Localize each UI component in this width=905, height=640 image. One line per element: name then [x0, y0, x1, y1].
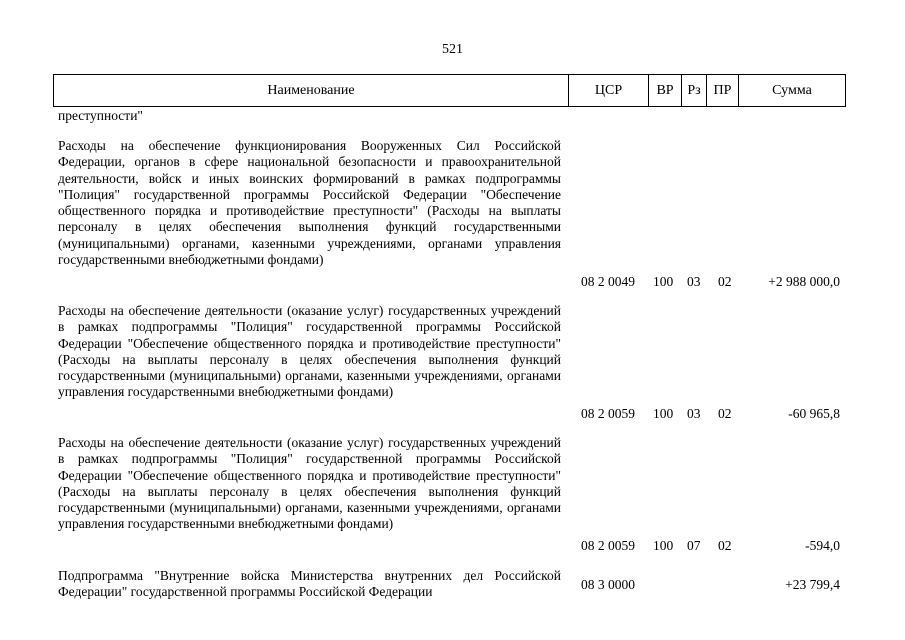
row-csr: 08 2 0059: [581, 538, 635, 553]
header-csr: ЦСР: [569, 75, 649, 106]
continuation-text: преступности": [58, 108, 143, 123]
row-rz: 03: [687, 406, 701, 421]
header-vr: ВР: [649, 75, 682, 106]
row-vr: 100: [653, 274, 674, 289]
row-rz: 07: [687, 538, 701, 553]
header-rz: Рз: [682, 75, 707, 106]
header-sum: Сумма: [772, 82, 812, 98]
row-csr: 08 2 0059: [581, 406, 635, 421]
page-number: 521: [442, 42, 463, 57]
row-rz: 03: [687, 274, 701, 289]
row-description: Подпрограмма "Внутренние войска Министерства внутренних дел Российской Федерации" государственной программы Российской Федерации: [58, 568, 561, 600]
row-description: Расходы на обеспечение функционирования Вооруженных Сил Российской Федерации, органов в сфере национальной безопасности и правоохранительной деятельности, войск и иных воинских формирований в рамках подпрограммы "Полиция" государственной программы Российской Федерации "Обеспечение общественного порядка и противодействие преступности" (Расходы на выплаты персоналу в целях обеспечения выполнения функций государственными (муниципальными) органами, казенными учреждениями, органами управления государственными внебюджетными фондами): [58, 138, 561, 268]
row-pr: 02: [718, 274, 732, 289]
row-description: Расходы на обеспечение деятельности (оказание услуг) государственных учреждений в рамках подпрограммы "Полиция" государственной программы Российской Федерации "Обеспечение общественного порядка и противодействие преступности" (Расходы на выплаты персоналу в целях обеспечения выполнения функций государственными (муниципальными) органами, казенными учреждениями, органами управления государственными внебюджетными фондами): [58, 303, 561, 400]
header-name: Наименование: [54, 75, 569, 106]
row-sum: +23 799,4: [785, 577, 840, 592]
row-pr: 02: [718, 538, 732, 553]
row-description: Расходы на обеспечение деятельности (оказание услуг) государственных учреждений в рамках подпрограммы "Полиция" государственной программы Российской Федерации "Обеспечение общественного порядка и противодействие преступности" (Расходы на выплаты персоналу в целях обеспечения выполнения функций государственными (муниципальными) органами, казенными учреждениями, органами управления государственными внебюджетными фондами): [58, 435, 561, 532]
row-csr: 08 3 0000: [581, 577, 635, 592]
header-pr: ПР: [707, 75, 739, 106]
table-header: [53, 74, 846, 107]
row-sum: +2 988 000,0: [768, 274, 840, 289]
row-vr: 100: [653, 538, 674, 553]
row-sum: -594,0: [805, 538, 840, 553]
row-sum: -60 965,8: [788, 406, 840, 421]
row-csr: 08 2 0049: [581, 274, 635, 289]
row-pr: 02: [718, 406, 732, 421]
row-vr: 100: [653, 406, 674, 421]
